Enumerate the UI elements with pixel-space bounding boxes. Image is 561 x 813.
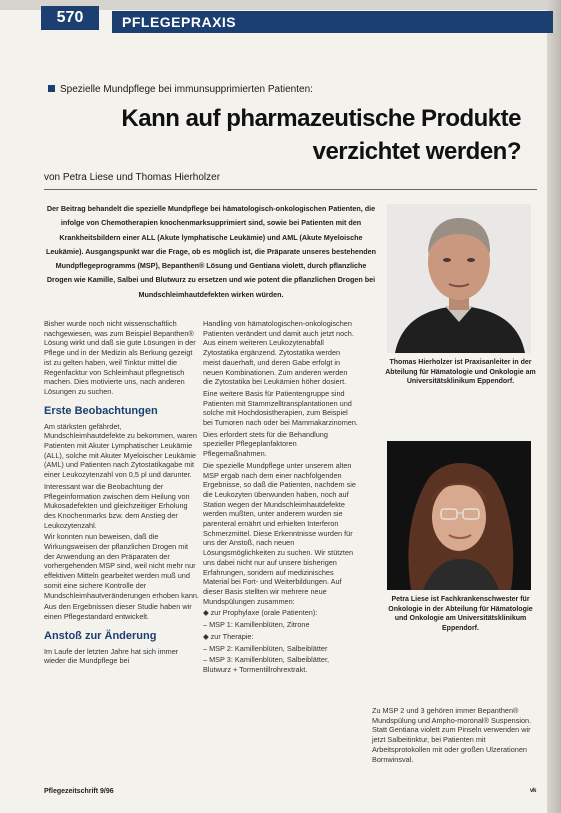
divider <box>44 189 537 190</box>
article-kicker <box>48 84 313 95</box>
list-item: – MSP 2: Kamillenblüten, Salbeiblätter <box>203 643 328 653</box>
journal-footer: Pflegezeitschrift 9/96 <box>44 788 114 795</box>
photo-caption-petra: Petra Liese ist Fachkrankenschwester für Onkologie in der Abteilung für Hämatologie und Onkologie am Universitätsklinikum Eppendorf. <box>388 596 533 632</box>
article-byline: von Petra Liese und Thomas Hierholzer <box>44 172 221 183</box>
paragraph: Die spezielle Mundpflege unter unserem alten MSP ergab nach dem einer nachfolgenden Ergebnisse, so daß die Patienten, nachdem sie die Leukozyten überwunden haben, noch auf Station wegen der Mundschleimhautdefekte werden mußten, unter anderem wurden sie parenteral ernährt und erhielten Interferon Schmerzmittel. Diese Erkenntnisse wurden für uns der Anstoß, nach neuen Lösungsmöglichkeiten zu suchen. Wir stützten uns dabei nicht nur auf unsere bisherigen Erfahrungen, sondern auf medizinisches Material bei Fort- und Weiterbildungen. Auf dieser Basis stellten wir mehrere neue Mundspülungen zusammen: <box>203 460 356 606</box>
paragraph: Im Laufe der letzten Jahre hat sich immer wieder die Mundpflege bei <box>44 646 179 666</box>
square-bullet-icon <box>48 85 55 92</box>
section-heading: Anstoß zur Änderung <box>44 629 157 642</box>
text-column-1 <box>44 319 199 668</box>
page-spine-shadow <box>547 0 561 813</box>
page-number: 570 <box>41 6 99 30</box>
text-column-3 <box>372 706 540 766</box>
paragraph: Handling von hämatologischen-onkologischen Patienten verändert und damit auch jetzt noch. Aus einem weiteren Leukozytenabfall Zytostatika ergänzend. Zytostatika werden meist dauerhaft, und deren Gabe erfolgt in neuen Kombinationen. Zum anderen werden die Zytostatika bei Leukämien höher dosiert. <box>203 319 354 387</box>
list-item: – MSP 3: Kamillenblüten, Salbeiblätter, Blutwurz + Tormentillrohrextrakt. <box>203 655 330 674</box>
section-heading: Erste Beobachtungen <box>44 404 158 417</box>
article-lead: Der Beitrag behandelt die spezielle Mundpflege bei hämatologisch-onkologischen Patienten, die infolge von Chemotherapien knochenmarksupprimiert sind, sowie bei Patienten mit den Krankheitsbildern einer ALL (Akute lymphatische Leukämie) und AML (Akute Myeloische Leukämie). Ausgangspunkt war die Frage, ob es möglich ist, die Präparate unseres bestehenden Mundpflegeprogramms (MSP), Bepanthen® Lösung und Gentiana violett, durch pflanzliche Drogen wie Kamille, Salbei und Blutwurz zu ersetzen und wie potent die pflanzlichen Drogen bei Mundschleimhautdefekten wirken würden. <box>45 204 377 299</box>
paragraph: Eine weitere Basis für Patientengruppe sind Patienten mit Stammzelltransplantationen und solche mit Hochdosistherapien, zum Beispiel bei Tumoren nach oder bei Mammakarzinomen. <box>203 388 358 428</box>
paragraph: Interessant war die Beobachtung der Pflegeinformation zwischen dem Heilung von Mukosadefekten und gleichzeitiger Erholung des Knochenmarks bzw. dem Anstieg der Leukozytenzahl. <box>44 481 190 530</box>
photo-caption-thomas: Thomas Hierholzer ist Praxisanleiter in der Abteilung für Hämatologie und Onkologie am Universitätsklinikum Eppendorf. <box>385 359 536 385</box>
author-photo-thomas <box>387 204 531 353</box>
publisher-logo: ᵛᵏ <box>530 786 537 796</box>
paragraph: Zu MSP 2 und 3 gehören immer Bepanthen® Mundspülung und Ampho-moronal® Suspension. Statt Gentiana violett zum Pinseln verwenden wir jetzt Salbeitinktur, bei Patienten mit Arbeitsprotokollen mit oder großen Ulzerationen Bornwinsval. <box>372 706 532 764</box>
text-column-2 <box>203 319 359 677</box>
paragraph: Am stärksten gefährdet, Mundschleimhautdefekte zu bekommen, waren Patienten mit Akuter Lymphatischer Leukämie (ALL), solche mit Akuter Myeloischer Leukämie (AML) und Patienten nach Zytostatikagabe mit einer Leukozytenzahl von 0,5 pl und darunter. <box>44 421 197 480</box>
paragraph: Aus den Ergebnissen dieser Studie haben wir einen Pflegestandard entwickelt. <box>44 602 192 621</box>
section-rubric: PFLEGEPRAXIS <box>112 11 553 33</box>
list-item: – MSP 1: Kamillenblüten, Zitrone <box>203 620 310 630</box>
list-item: ◆ zur Therapie: <box>203 631 254 641</box>
article-title: Kann auf pharmazeutische Produkte verzichtet werden? <box>121 105 521 165</box>
author-photo-petra <box>387 441 531 590</box>
list-item: ◆ zur Prophylaxe (orale Patienten): <box>203 608 318 618</box>
paragraph: Bisher wurde noch nicht wissenschaftlich nachgewiesen, was zum Beispiel Bepanthen® Lösung wirkt und daß sie gute Lösungen in der Pflege und in der Medizin als Berkung gezeigt ist zu gelten haben, weil Tinktur mittel die Regenfacktur von Schleimhaut pflegnetisch machen. Dies motivierte uns, nach anderen Lösungen zu suchen. <box>44 319 196 396</box>
paragraph: Dies erfordert stets für die Behandlung spezieller Pflegeplanfaktoren Pflegemaßnahmen. <box>203 429 328 459</box>
kicker-text: Spezielle Mundpflege bei immunsupprimierten Patienten: <box>60 84 313 95</box>
paragraph: Wir konnten nun beweisen, daß die Wirkungsweisen der pflanzlichen Drogen mit der Anwendung an den Präparaten der vorhergehenden MSP sind, weil nicht mehr nur effektiven Mitteln gearbeitet werden muß und somit eine sichere Kontrolle der Mundschleimhautveränderungen erhoben kann. <box>44 532 199 600</box>
